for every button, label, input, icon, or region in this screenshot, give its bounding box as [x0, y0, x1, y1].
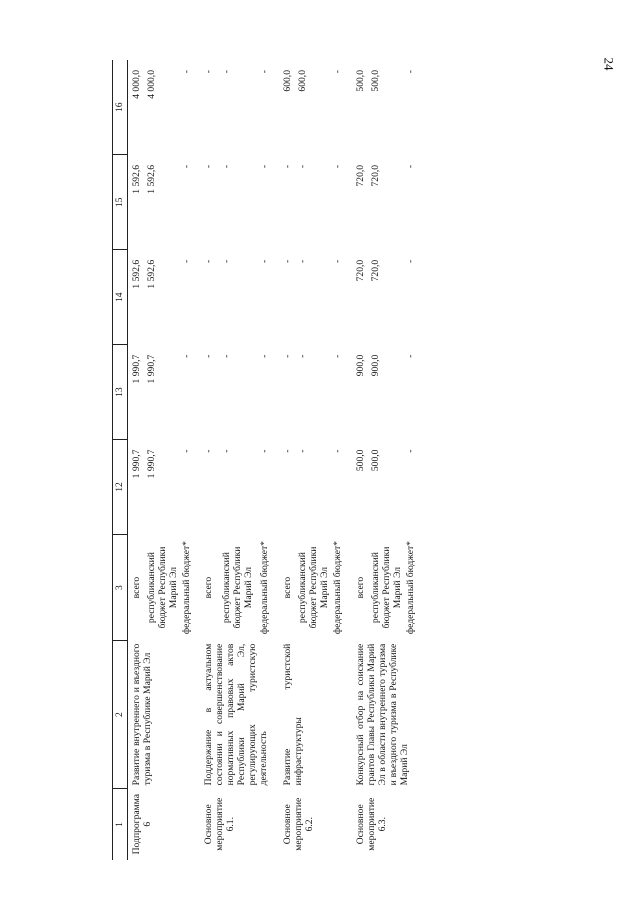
amount-cell: -: [259, 259, 271, 263]
amount-cell: 600,0: [282, 70, 294, 92]
program-code: Подпрограмма 6: [131, 794, 154, 855]
program-title: Развитие туристской инфраструктуры: [282, 643, 305, 786]
column-header: 14: [113, 250, 128, 345]
amount-cell: -: [404, 164, 416, 169]
amount-cell: 720,0: [354, 164, 366, 187]
funding-source: всего: [282, 576, 294, 599]
amount-cell: -: [282, 164, 294, 169]
amount-cell: -: [259, 449, 271, 453]
funding-source: федеральный бюджет*: [181, 541, 193, 635]
amount-cell: 1 990,7: [131, 354, 142, 384]
amount-cell: 1 592,6: [131, 259, 142, 289]
amount-cell: -: [259, 164, 271, 169]
program-code: Основное мероприятие 6.1.: [203, 797, 237, 851]
column-header: 15: [113, 155, 128, 250]
page-number: 24: [601, 57, 617, 71]
amount-cell: -: [332, 354, 344, 358]
amount-cell: 4 000,0: [131, 70, 142, 99]
amount-cell: 1 990,7: [146, 449, 158, 479]
amount-cell: -: [203, 449, 215, 453]
amount-cell: -: [332, 70, 344, 74]
rotated-table-container: [112, 60, 527, 860]
amount-cell: -: [220, 259, 232, 263]
column-number-header: [113, 60, 128, 860]
funding-source: федеральный бюджет*: [404, 541, 416, 635]
amount-cell: 1 990,7: [131, 449, 142, 479]
amount-cell: 500,0: [354, 449, 366, 472]
funding-source: республиканский бюджет Республики Марий Эл: [297, 546, 331, 629]
column-header: 13: [113, 345, 128, 440]
amount-cell: -: [404, 259, 416, 263]
funding-source: республиканский бюджет Республики Марий Эл: [220, 546, 254, 629]
amount-cell: -: [220, 70, 232, 74]
table-row-total: [128, 60, 146, 860]
program-title: Развитие внутреннего и въездного туризма в Республике Марий Эл: [131, 643, 154, 786]
amount-cell: -: [404, 449, 416, 453]
amount-cell: -: [297, 449, 309, 453]
amount-cell: -: [282, 354, 294, 358]
amount-cell: -: [332, 259, 344, 263]
amount-cell: -: [404, 354, 416, 358]
amount-cell: 1 592,6: [146, 164, 158, 194]
funding-source: федеральный бюджет*: [332, 541, 344, 635]
column-header: 1: [113, 788, 128, 860]
table-row-total: [345, 60, 369, 860]
program-title: Поддержание в актуальном состоянии и совершенствование нормативных правовых актов Республики Марий Эл, регулирующих туристскую деятельность: [203, 643, 270, 786]
amount-cell: -: [259, 354, 271, 358]
amount-cell: -: [404, 70, 416, 74]
amount-cell: 600,0: [297, 70, 309, 92]
amount-cell: 4 000,0: [146, 70, 158, 99]
funding-source: всего: [203, 576, 215, 599]
amount-cell: 900,0: [369, 354, 381, 377]
amount-cell: -: [181, 259, 193, 263]
amount-cell: 720,0: [369, 164, 381, 187]
funding-table: [112, 60, 417, 860]
amount-cell: -: [282, 449, 294, 453]
funding-source: федеральный бюджет*: [259, 541, 271, 635]
funding-source: всего: [131, 576, 142, 599]
amount-cell: -: [297, 259, 309, 263]
amount-cell: 500,0: [354, 70, 366, 92]
amount-cell: -: [181, 354, 193, 358]
amount-cell: -: [203, 354, 215, 358]
program-title: Конкурсный отбор на соискание грантов Главы Республики Марий Эл в области внутреннего туризма и въездного туризма в Республике Марий Эл: [354, 643, 410, 786]
amount-cell: -: [282, 259, 294, 263]
amount-cell: -: [220, 449, 232, 453]
column-header: 3: [113, 534, 128, 640]
amount-cell: 500,0: [369, 449, 381, 472]
table-row-total: [272, 60, 296, 860]
table-body: [128, 60, 417, 860]
amount-cell: -: [203, 70, 215, 74]
amount-cell: 720,0: [369, 259, 381, 282]
column-header: 2: [113, 641, 128, 789]
amount-cell: 1 592,6: [131, 164, 142, 194]
amount-cell: -: [203, 259, 215, 263]
amount-cell: -: [181, 164, 193, 169]
amount-cell: -: [220, 354, 232, 358]
amount-cell: -: [259, 70, 271, 74]
amount-cell: -: [297, 354, 309, 358]
amount-cell: -: [181, 449, 193, 453]
program-code: Основное мероприятие 6.3.: [354, 797, 388, 851]
amount-cell: 500,0: [369, 70, 381, 92]
amount-cell: 1 990,7: [146, 354, 158, 384]
landscape-page-content: [112, 60, 527, 860]
amount-cell: 720,0: [354, 259, 366, 282]
amount-cell: -: [297, 164, 309, 169]
amount-cell: -: [181, 70, 193, 74]
funding-source: республиканский бюджет Республики Марий Эл: [146, 546, 180, 629]
funding-source: республиканский бюджет Республики Марий Эл: [369, 546, 403, 629]
funding-source: всего: [354, 576, 366, 599]
amount-cell: -: [332, 164, 344, 169]
column-header: 12: [113, 440, 128, 535]
amount-cell: -: [332, 449, 344, 453]
amount-cell: -: [203, 164, 215, 169]
table-row-total: [193, 60, 219, 860]
program-code: Основное мероприятие 6.2.: [282, 797, 316, 851]
amount-cell: -: [220, 164, 232, 169]
column-header: 16: [113, 60, 128, 155]
amount-cell: 1 592,6: [146, 259, 158, 289]
amount-cell: 900,0: [354, 354, 366, 377]
